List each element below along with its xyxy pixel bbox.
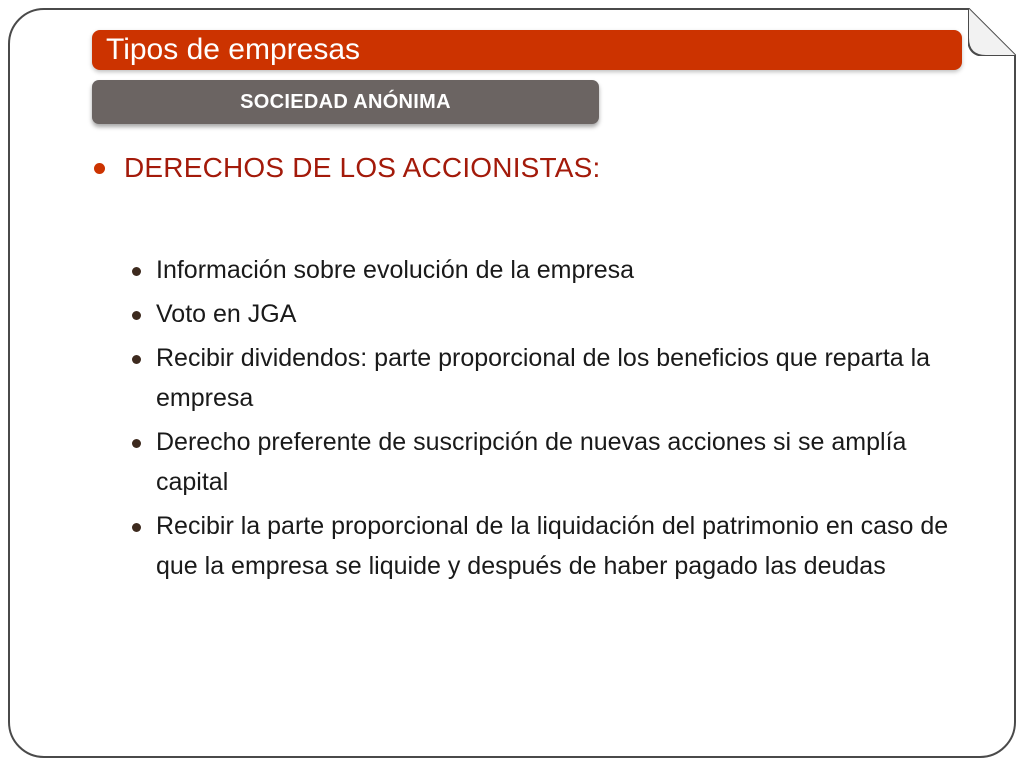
bullet-list bbox=[132, 250, 972, 590]
title-bar bbox=[92, 30, 962, 70]
list-item-text: Recibir dividendos: parte proporcional de los beneficios que reparta la empresa bbox=[156, 344, 931, 412]
list-item bbox=[132, 422, 972, 502]
page-fold-corner bbox=[968, 8, 1016, 56]
bullet-icon bbox=[132, 311, 141, 320]
list-item bbox=[132, 294, 972, 334]
slide-title: Tipos de empresas bbox=[106, 33, 361, 66]
list-item bbox=[132, 250, 972, 290]
list-item-text: Voto en JGA bbox=[156, 300, 297, 328]
heading-text: DERECHOS DE LOS ACCIONISTAS: bbox=[124, 152, 601, 183]
bullet-icon bbox=[132, 439, 141, 448]
main-heading bbox=[92, 152, 601, 184]
bullet-icon bbox=[132, 523, 141, 532]
list-item bbox=[132, 506, 972, 586]
list-item-text: Derecho preferente de suscripción de nuevas acciones si se amplía capital bbox=[156, 428, 907, 496]
slide-subtitle: SOCIEDAD ANÓNIMA bbox=[240, 90, 451, 113]
bullet-icon bbox=[132, 267, 141, 276]
subtitle-bar bbox=[92, 80, 599, 124]
list-item bbox=[132, 338, 972, 418]
list-item-text: Recibir la parte proporcional de la liquidación del patrimonio en caso de que la empresa se liquide y después de haber pagado las deudas bbox=[156, 512, 949, 580]
bullet-icon bbox=[94, 163, 105, 174]
bullet-icon bbox=[132, 355, 141, 364]
list-item-text: Información sobre evolución de la empresa bbox=[156, 256, 635, 284]
